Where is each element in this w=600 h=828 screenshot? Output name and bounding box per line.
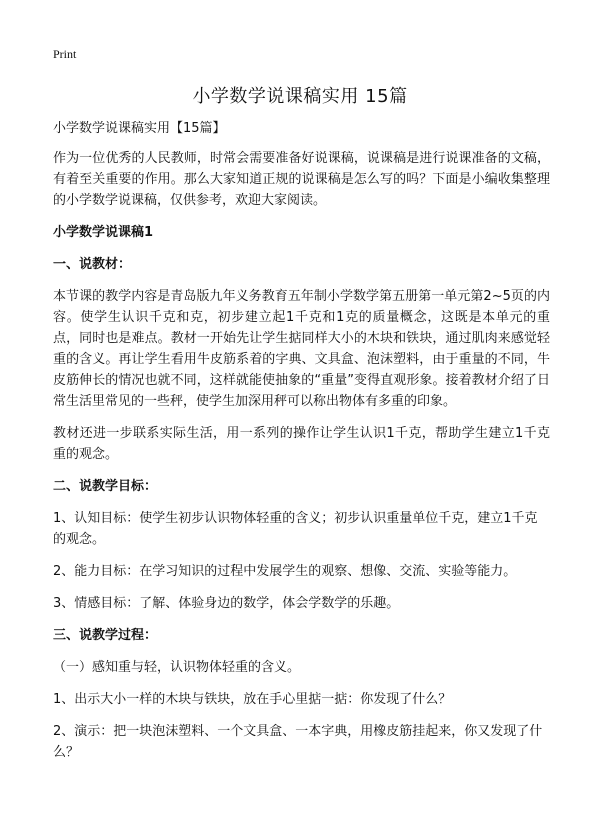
process-step-heading: （一）感知重与轻，认识物体轻重的含义。 [53, 660, 301, 675]
heading-process: 三、说教学过程： [53, 628, 158, 643]
process-step-2: 2、演示：把一块泡沫塑料、一个文具盒、一本字典，用橡皮筋挂起来，你又发现了什么？ [53, 724, 543, 760]
goal-emotion: 3、情感目标：了解、体验身边的数学，体会学数学的乐趣。 [53, 596, 400, 611]
document-subtitle: 小学数学说课稿实用【15篇】 [53, 121, 226, 136]
document-body [53, 118, 550, 774]
goal-cognitive: 1、认知目标：使学生初步认识物体轻重的含义；初步认识重量单位千克，建立1千克的观念。 [53, 511, 538, 547]
heading-textbook: 一、说教材： [53, 257, 132, 272]
goal-ability: 2、能力目标：在学习知识的过程中发展学生的观察、想像、交流、实验等能力。 [53, 564, 517, 579]
print-link[interactable]: Print [53, 47, 77, 61]
heading-goals: 二、说教学目标： [53, 479, 158, 494]
intro-paragraph: 作为一位优秀的人民教师，时常会需要准备好说课稿，说课稿是进行说课准备的文稿，有着至关重要的作用。那么大家知道正规的说课稿是怎么写的吗？下面是小编收集整理的小学数学说课稿，仅供参考，欢迎大家阅读。 [53, 151, 550, 208]
document-title: 小学数学说课稿实用 15篇 [192, 86, 408, 107]
process-step-1: 1、出示大小一样的木块与铁块，放在手心里掂一掂：你发现了什么？ [53, 692, 452, 707]
textbook-paragraph: 本节课的教学内容是青岛版九年义务教育五年制小学数学第五册第一单元第2~5页的内容。使学生认识千克和克，初步建立起1千克和1克的质量概念，这既是本单元的重点，同时也是难点。教材一开始先让学生掂同样大小的木块和铁块，通过肌肉来感觉轻重的含义。再让学生看用牛皮筋系着的字典、文具盒、泡沫塑料，由于重量的不同，牛皮筋伸长的情况也就不同，这样就能使抽象的“重量”变得直观形象。接着教材介绍了日常生活里常见的一些秤，使学生加深用秤可以称出物体有多重的印象。 [53, 289, 550, 409]
section-title: 小学数学说课稿1 [53, 225, 154, 240]
textbook-paragraph-2: 教材还进一步联系实际生活，用一系列的操作让学生认识1千克，帮助学生建立1千克重的观念。 [53, 426, 550, 462]
